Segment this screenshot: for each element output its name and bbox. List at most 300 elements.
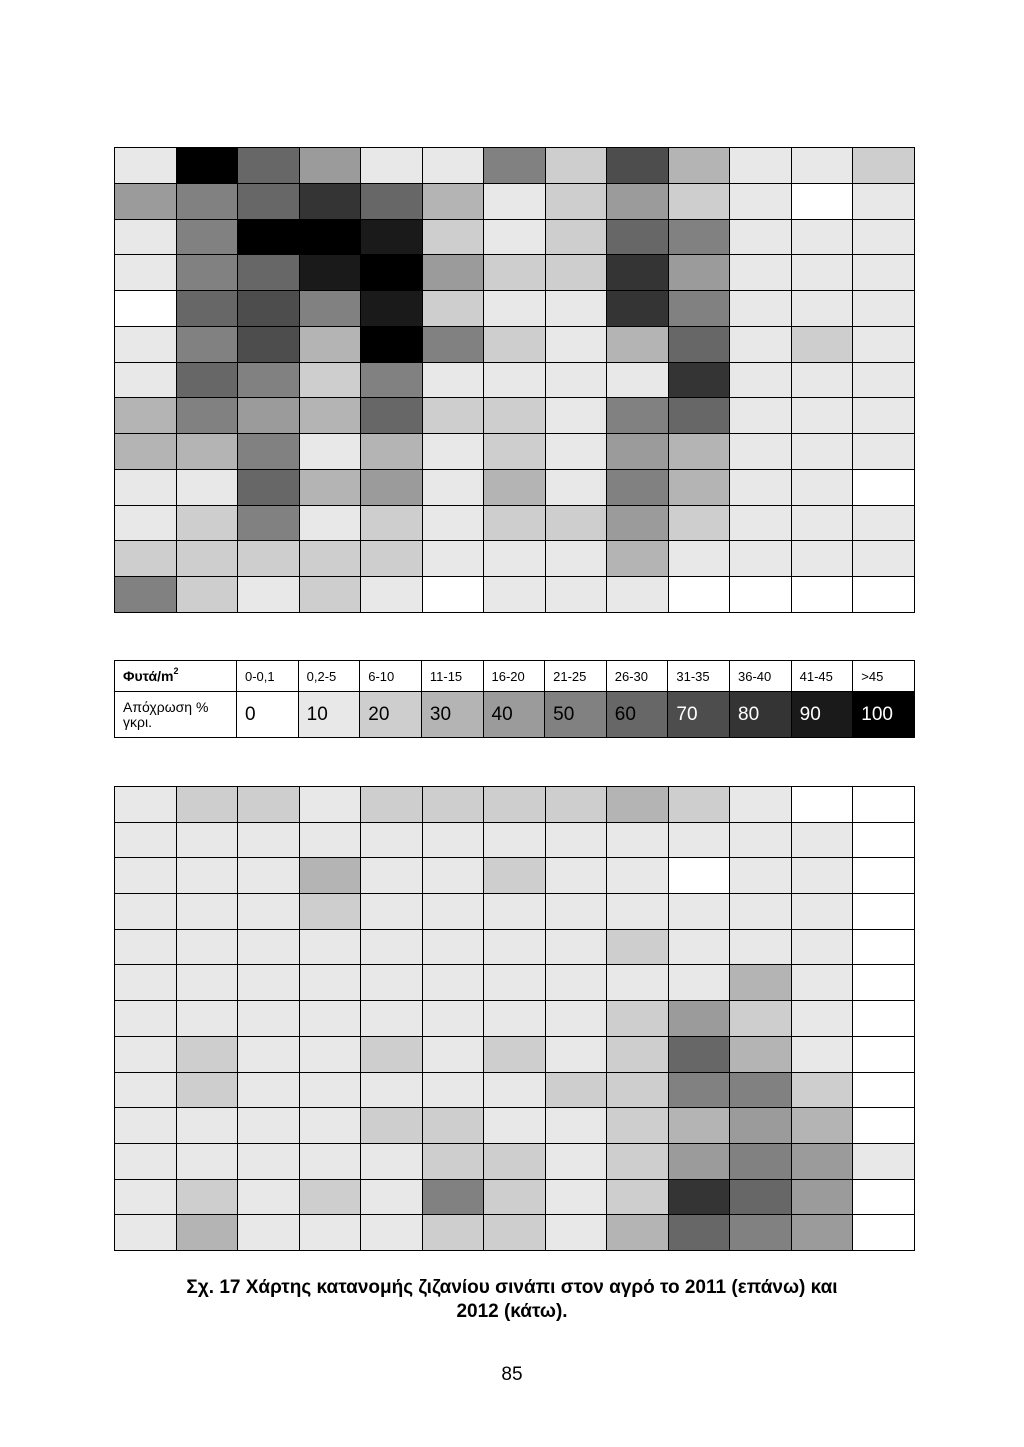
- heatmap-2011-cell-r6-c5: [361, 327, 423, 363]
- heatmap-2012-cell-r11-c10: [669, 1144, 731, 1180]
- heatmap-2011-cell-r3-c6: [423, 220, 485, 256]
- heatmap-2011-cell-r7-c13: [853, 363, 915, 399]
- heatmap-2012-cell-r3-c3: [238, 858, 300, 894]
- heatmap-2012-cell-r1-c6: [423, 787, 485, 823]
- heatmap-2011-cell-r4-c8: [546, 255, 608, 291]
- heatmap-2012-cell-r10-c6: [423, 1108, 485, 1144]
- caption-line-2: 2012 (κάτω).: [456, 1301, 568, 1322]
- heatmap-2011-cell-r4-c6: [423, 255, 485, 291]
- heatmap-2011-cell-r12-c4: [300, 541, 362, 577]
- heatmap-2012-cell-r12-c9: [607, 1180, 669, 1216]
- legend-shade-5: 40: [483, 692, 545, 738]
- heatmap-2012-cell-r9-c4: [300, 1073, 362, 1109]
- heatmap-2012-cell-r13-c11: [730, 1215, 792, 1251]
- heatmap-2011-cell-r2-c7: [484, 184, 546, 220]
- heatmap-2011-cell-r8-c3: [238, 398, 300, 434]
- heatmap-2011-cell-r2-c1: [115, 184, 177, 220]
- heatmap-2011-cell-r2-c6: [423, 184, 485, 220]
- heatmap-2011-cell-r12-c7: [484, 541, 546, 577]
- heatmap-2012-cell-r6-c7: [484, 965, 546, 1001]
- heatmap-2012-cell-r6-c10: [669, 965, 731, 1001]
- heatmap-2011-cell-r7-c8: [546, 363, 608, 399]
- legend-range-11: >45: [853, 661, 915, 692]
- heatmap-2011-cell-r7-c4: [300, 363, 362, 399]
- heatmap-2012-cell-r7-c4: [300, 1001, 362, 1037]
- heatmap-2011-cell-r7-c5: [361, 363, 423, 399]
- heatmap-2012-cell-r7-c7: [484, 1001, 546, 1037]
- heatmap-2012-cell-r7-c3: [238, 1001, 300, 1037]
- heatmap-2012-cell-r9-c11: [730, 1073, 792, 1109]
- legend-shade-1: 0: [237, 692, 299, 738]
- heatmap-2012-cell-r8-c2: [177, 1037, 239, 1073]
- heatmap-2012-cell-r2-c2: [177, 823, 239, 859]
- heatmap-2011-cell-r8-c9: [607, 398, 669, 434]
- heatmap-2011-cell-r10-c10: [669, 470, 731, 506]
- heatmap-2011-cell-r2-c5: [361, 184, 423, 220]
- heatmap-2011-cell-r8-c13: [853, 398, 915, 434]
- heatmap-2011-cell-r10-c2: [177, 470, 239, 506]
- heatmap-2011-cell-r5-c4: [300, 291, 362, 327]
- heatmap-2011-cell-r5-c1: [115, 291, 177, 327]
- heatmap-2012-cell-r6-c2: [177, 965, 239, 1001]
- heatmap-2012-cell-r9-c5: [361, 1073, 423, 1109]
- heatmap-2011-cell-r6-c9: [607, 327, 669, 363]
- heatmap-2012-cell-r8-c9: [607, 1037, 669, 1073]
- heatmap-2011-cell-r3-c4: [300, 220, 362, 256]
- heatmap-2012-cell-r9-c3: [238, 1073, 300, 1109]
- heatmap-2012-cell-r10-c3: [238, 1108, 300, 1144]
- heatmap-2011-cell-r4-c7: [484, 255, 546, 291]
- heatmap-2011-cell-r3-c7: [484, 220, 546, 256]
- heatmap-2011-cell-r10-c9: [607, 470, 669, 506]
- heatmap-2011-cell-r4-c13: [853, 255, 915, 291]
- heatmap-2012-cell-r9-c8: [546, 1073, 608, 1109]
- heatmap-2011-cell-r11-c4: [300, 506, 362, 542]
- heatmap-2011-cell-r9-c2: [177, 434, 239, 470]
- legend-range-4: 11-15: [421, 661, 483, 692]
- legend-row-plants: [115, 661, 915, 692]
- heatmap-2011-cell-r10-c6: [423, 470, 485, 506]
- heatmap-2011-cell-r4-c2: [177, 255, 239, 291]
- heatmap-2011-cell-r3-c5: [361, 220, 423, 256]
- legend-range-1: 0-0,1: [237, 661, 299, 692]
- heatmap-2011-cell-r9-c13: [853, 434, 915, 470]
- heatmap-2012-cell-r6-c13: [853, 965, 915, 1001]
- heatmap-2012-cell-r7-c1: [115, 1001, 177, 1037]
- heatmap-2011-cell-r10-c8: [546, 470, 608, 506]
- heatmap-2012-cell-r2-c4: [300, 823, 362, 859]
- heatmap-2012-cell-r10-c4: [300, 1108, 362, 1144]
- heatmap-2012-cell-r2-c13: [853, 823, 915, 859]
- heatmap-2012-cell-r6-c4: [300, 965, 362, 1001]
- heatmap-2012-cell-r3-c10: [669, 858, 731, 894]
- heatmap-2011-cell-r9-c1: [115, 434, 177, 470]
- heatmap-2011-cell-r5-c2: [177, 291, 239, 327]
- heatmap-2012-cell-r11-c11: [730, 1144, 792, 1180]
- caption-line-1: Σχ. 17 Χάρτης κατανομής ζιζανίου σινάπι στον αγρό το 2011 (επάνω) και: [186, 1277, 838, 1298]
- heatmap-2011-cell-r5-c3: [238, 291, 300, 327]
- heatmap-2012-cell-r11-c13: [853, 1144, 915, 1180]
- heatmap-2012-cell-r12-c10: [669, 1180, 731, 1216]
- heatmap-2011-cell-r2-c11: [730, 184, 792, 220]
- heatmap-2012-cell-r9-c6: [423, 1073, 485, 1109]
- heatmap-2012-cell-r10-c2: [177, 1108, 239, 1144]
- heatmap-2012-cell-r5-c3: [238, 930, 300, 966]
- heatmap-2012-cell-r11-c6: [423, 1144, 485, 1180]
- heatmap-2011-cell-r3-c9: [607, 220, 669, 256]
- heatmap-2012-cell-r3-c7: [484, 858, 546, 894]
- heatmap-2012-cell-r6-c5: [361, 965, 423, 1001]
- heatmap-2011-cell-r11-c5: [361, 506, 423, 542]
- heatmap-2012-cell-r5-c2: [177, 930, 239, 966]
- heatmap-2012-cell-r4-c1: [115, 894, 177, 930]
- heatmap-2011-cell-r2-c2: [177, 184, 239, 220]
- heatmap-2011-cell-r10-c5: [361, 470, 423, 506]
- heatmap-2011-cell-r7-c12: [792, 363, 854, 399]
- legend-range-5: 16-20: [483, 661, 545, 692]
- heatmap-2011-cell-r5-c11: [730, 291, 792, 327]
- heatmap-2011-cell-r12-c12: [792, 541, 854, 577]
- heatmap-2011-cell-r3-c8: [546, 220, 608, 256]
- heatmap-2012-cell-r8-c5: [361, 1037, 423, 1073]
- heatmap-2012-cell-r1-c13: [853, 787, 915, 823]
- legend-table: [114, 660, 915, 738]
- legend-shade-2: 10: [298, 692, 360, 738]
- heatmap-2012-cell-r5-c6: [423, 930, 485, 966]
- heatmap-2012-cell-r4-c2: [177, 894, 239, 930]
- heatmap-2012-cell-r4-c5: [361, 894, 423, 930]
- heatmap-2012-cell-r13-c1: [115, 1215, 177, 1251]
- legend-shade-11: 100: [853, 692, 915, 738]
- heatmap-2011-cell-r7-c11: [730, 363, 792, 399]
- heatmap-2012-cell-r4-c4: [300, 894, 362, 930]
- heatmap-2012-cell-r6-c1: [115, 965, 177, 1001]
- heatmap-2012-cell-r8-c1: [115, 1037, 177, 1073]
- heatmap-2012-cell-r2-c9: [607, 823, 669, 859]
- heatmap-2012-cell-r13-c10: [669, 1215, 731, 1251]
- heatmap-2011-cell-r1-c9: [607, 148, 669, 184]
- heatmap-2012-cell-r3-c12: [792, 858, 854, 894]
- heatmap-2012-cell-r2-c10: [669, 823, 731, 859]
- heatmap-2012-cell-r5-c9: [607, 930, 669, 966]
- heatmap-2011-cell-r12-c13: [853, 541, 915, 577]
- heatmap-2012-cell-r5-c10: [669, 930, 731, 966]
- heatmap-2011: [114, 147, 915, 613]
- heatmap-2012-cell-r11-c9: [607, 1144, 669, 1180]
- heatmap-2012-cell-r3-c8: [546, 858, 608, 894]
- heatmap-2011-cell-r3-c10: [669, 220, 731, 256]
- heatmap-2011-cell-r7-c7: [484, 363, 546, 399]
- legend-range-2: 0,2-5: [298, 661, 360, 692]
- heatmap-2011-cell-r13-c9: [607, 577, 669, 613]
- heatmap-2012-cell-r7-c12: [792, 1001, 854, 1037]
- heatmap-2012-cell-r11-c5: [361, 1144, 423, 1180]
- heatmap-2012-cell-r8-c7: [484, 1037, 546, 1073]
- heatmap-2012-cell-r1-c4: [300, 787, 362, 823]
- legend-range-6: 21-25: [545, 661, 607, 692]
- heatmap-2011-cell-r2-c10: [669, 184, 731, 220]
- heatmap-2012-cell-r4-c12: [792, 894, 854, 930]
- heatmap-2012-cell-r11-c3: [238, 1144, 300, 1180]
- heatmap-2011-cell-r6-c2: [177, 327, 239, 363]
- heatmap-2011-cell-r12-c5: [361, 541, 423, 577]
- heatmap-2012: [114, 786, 915, 1251]
- heatmap-2012-cell-r7-c5: [361, 1001, 423, 1037]
- heatmap-2012-cell-r10-c7: [484, 1108, 546, 1144]
- legend-row-shade: [115, 692, 915, 738]
- heatmap-2012-cell-r10-c9: [607, 1108, 669, 1144]
- heatmap-2012-cell-r5-c11: [730, 930, 792, 966]
- heatmap-2012-cell-r9-c9: [607, 1073, 669, 1109]
- heatmap-2012-cell-r12-c5: [361, 1180, 423, 1216]
- heatmap-2011-cell-r6-c6: [423, 327, 485, 363]
- heatmap-2011-cell-r4-c5: [361, 255, 423, 291]
- heatmap-2011-cell-r8-c2: [177, 398, 239, 434]
- heatmap-2011-cell-r5-c8: [546, 291, 608, 327]
- heatmap-2012-cell-r11-c4: [300, 1144, 362, 1180]
- heatmap-2012-cell-r10-c8: [546, 1108, 608, 1144]
- heatmap-2012-cell-r3-c6: [423, 858, 485, 894]
- heatmap-2011-cell-r8-c4: [300, 398, 362, 434]
- heatmap-2012-cell-r2-c8: [546, 823, 608, 859]
- heatmap-2012-cell-r5-c5: [361, 930, 423, 966]
- heatmap-2012-cell-r12-c12: [792, 1180, 854, 1216]
- heatmap-2012-cell-r12-c6: [423, 1180, 485, 1216]
- heatmap-2011-cell-r8-c7: [484, 398, 546, 434]
- heatmap-2011-cell-r1-c11: [730, 148, 792, 184]
- heatmap-2012-cell-r4-c10: [669, 894, 731, 930]
- heatmap-2011-cell-r9-c3: [238, 434, 300, 470]
- heatmap-2012-cell-r6-c6: [423, 965, 485, 1001]
- heatmap-2011-cell-r13-c10: [669, 577, 731, 613]
- heatmap-2011-cell-r11-c7: [484, 506, 546, 542]
- heatmap-2011-cell-r11-c9: [607, 506, 669, 542]
- heatmap-2011-cell-r2-c9: [607, 184, 669, 220]
- heatmap-2012-cell-r9-c7: [484, 1073, 546, 1109]
- heatmap-2012-cell-r6-c11: [730, 965, 792, 1001]
- heatmap-2011-cell-r1-c13: [853, 148, 915, 184]
- heatmap-2012-cell-r1-c5: [361, 787, 423, 823]
- heatmap-2012-cell-r2-c7: [484, 823, 546, 859]
- legend-shade-7: 60: [606, 692, 668, 738]
- heatmap-2012-cell-r6-c3: [238, 965, 300, 1001]
- legend-range-7: 26-30: [606, 661, 668, 692]
- heatmap-2011-cell-r9-c9: [607, 434, 669, 470]
- heatmap-2011-cell-r7-c10: [669, 363, 731, 399]
- heatmap-2011-cell-r10-c12: [792, 470, 854, 506]
- heatmap-2011-cell-r7-c9: [607, 363, 669, 399]
- heatmap-2011-cell-r2-c12: [792, 184, 854, 220]
- heatmap-2011-cell-r12-c8: [546, 541, 608, 577]
- heatmap-2012-cell-r12-c8: [546, 1180, 608, 1216]
- heatmap-2011-cell-r13-c8: [546, 577, 608, 613]
- heatmap-2012-cell-r13-c12: [792, 1215, 854, 1251]
- heatmap-2012-cell-r8-c3: [238, 1037, 300, 1073]
- heatmap-2011-cell-r10-c11: [730, 470, 792, 506]
- heatmap-2012-cell-r10-c12: [792, 1108, 854, 1144]
- heatmap-2011-cell-r6-c11: [730, 327, 792, 363]
- heatmap-2011-cell-r4-c3: [238, 255, 300, 291]
- heatmap-2012-cell-r1-c10: [669, 787, 731, 823]
- heatmap-2012-cell-r7-c6: [423, 1001, 485, 1037]
- heatmap-2012-cell-r12-c13: [853, 1180, 915, 1216]
- heatmap-2012-cell-r10-c1: [115, 1108, 177, 1144]
- heatmap-2011-cell-r6-c13: [853, 327, 915, 363]
- heatmap-2012-cell-r1-c7: [484, 787, 546, 823]
- heatmap-2012-cell-r9-c2: [177, 1073, 239, 1109]
- heatmap-2011-cell-r8-c5: [361, 398, 423, 434]
- heatmap-2012-cell-r10-c13: [853, 1108, 915, 1144]
- heatmap-2011-cell-r13-c12: [792, 577, 854, 613]
- heatmap-2012-cell-r8-c10: [669, 1037, 731, 1073]
- legend-shade-3: 20: [360, 692, 422, 738]
- heatmap-2012-cell-r13-c13: [853, 1215, 915, 1251]
- heatmap-2011-cell-r13-c3: [238, 577, 300, 613]
- heatmap-2012-cell-r4-c8: [546, 894, 608, 930]
- heatmap-2012-cell-r2-c1: [115, 823, 177, 859]
- heatmap-2012-cell-r8-c4: [300, 1037, 362, 1073]
- heatmap-2011-cell-r3-c11: [730, 220, 792, 256]
- heatmap-2012-cell-r8-c12: [792, 1037, 854, 1073]
- heatmap-2012-cell-r9-c12: [792, 1073, 854, 1109]
- heatmap-2011-cell-r13-c1: [115, 577, 177, 613]
- heatmap-2011-cell-r13-c4: [300, 577, 362, 613]
- page-number: 85: [501, 1364, 523, 1385]
- heatmap-2012-cell-r11-c8: [546, 1144, 608, 1180]
- heatmap-2012-cell-r3-c9: [607, 858, 669, 894]
- heatmap-2011-cell-r7-c6: [423, 363, 485, 399]
- heatmap-2011-cell-r13-c6: [423, 577, 485, 613]
- heatmap-2012-cell-r4-c3: [238, 894, 300, 930]
- heatmap-2011-cell-r5-c7: [484, 291, 546, 327]
- heatmap-2012-cell-r6-c12: [792, 965, 854, 1001]
- heatmap-2012-cell-r3-c13: [853, 858, 915, 894]
- heatmap-2011-cell-r13-c13: [853, 577, 915, 613]
- heatmap-2011-cell-r13-c11: [730, 577, 792, 613]
- heatmap-2011-cell-r6-c8: [546, 327, 608, 363]
- heatmap-2012-cell-r4-c9: [607, 894, 669, 930]
- heatmap-2011-cell-r5-c9: [607, 291, 669, 327]
- heatmap-2012-cell-r4-c7: [484, 894, 546, 930]
- heatmap-2011-cell-r12-c10: [669, 541, 731, 577]
- heatmap-2011-cell-r4-c12: [792, 255, 854, 291]
- heatmap-2012-cell-r4-c13: [853, 894, 915, 930]
- heatmap-2012-cell-r13-c2: [177, 1215, 239, 1251]
- heatmap-2011-cell-r11-c3: [238, 506, 300, 542]
- heatmap-2011-cell-r6-c4: [300, 327, 362, 363]
- heatmap-2011-cell-r11-c11: [730, 506, 792, 542]
- heatmap-2011-cell-r7-c1: [115, 363, 177, 399]
- heatmap-2012-cell-r13-c9: [607, 1215, 669, 1251]
- legend-range-8: 31-35: [668, 661, 730, 692]
- heatmap-2012-cell-r3-c1: [115, 858, 177, 894]
- heatmap-2011-cell-r11-c8: [546, 506, 608, 542]
- heatmap-2012-cell-r8-c11: [730, 1037, 792, 1073]
- heatmap-2011-cell-r1-c10: [669, 148, 731, 184]
- heatmap-2011-cell-r8-c8: [546, 398, 608, 434]
- heatmap-2012-cell-r9-c10: [669, 1073, 731, 1109]
- heatmap-2011-cell-r10-c3: [238, 470, 300, 506]
- heatmap-2012-cell-r9-c13: [853, 1073, 915, 1109]
- heatmap-2012-cell-r12-c7: [484, 1180, 546, 1216]
- legend-range-3: 6-10: [360, 661, 422, 692]
- heatmap-2012-cell-r7-c10: [669, 1001, 731, 1037]
- heatmap-2011-cell-r11-c2: [177, 506, 239, 542]
- heatmap-2011-cell-r3-c12: [792, 220, 854, 256]
- heatmap-2012-cell-r7-c8: [546, 1001, 608, 1037]
- heatmap-2011-cell-r9-c4: [300, 434, 362, 470]
- heatmap-2012-cell-r5-c12: [792, 930, 854, 966]
- heatmap-2011-cell-r4-c4: [300, 255, 362, 291]
- heatmap-2011-cell-r13-c5: [361, 577, 423, 613]
- heatmap-2011-cell-r5-c6: [423, 291, 485, 327]
- heatmap-2011-cell-r4-c9: [607, 255, 669, 291]
- heatmap-2012-cell-r11-c1: [115, 1144, 177, 1180]
- heatmap-2011-cell-r1-c5: [361, 148, 423, 184]
- heatmap-2011-cell-r7-c2: [177, 363, 239, 399]
- heatmap-2011-cell-r1-c3: [238, 148, 300, 184]
- legend-shade-6: 50: [545, 692, 607, 738]
- heatmap-2011-cell-r12-c2: [177, 541, 239, 577]
- heatmap-2012-cell-r12-c2: [177, 1180, 239, 1216]
- heatmap-2011-cell-r1-c6: [423, 148, 485, 184]
- heatmap-2011-cell-r11-c13: [853, 506, 915, 542]
- heatmap-2012-cell-r8-c6: [423, 1037, 485, 1073]
- heatmap-2011-cell-r9-c11: [730, 434, 792, 470]
- heatmap-2011-cell-r6-c1: [115, 327, 177, 363]
- heatmap-2011-cell-r13-c7: [484, 577, 546, 613]
- heatmap-2012-cell-r5-c13: [853, 930, 915, 966]
- heatmap-2011-cell-r8-c1: [115, 398, 177, 434]
- heatmap-2012-cell-r1-c1: [115, 787, 177, 823]
- heatmap-2012-cell-r3-c4: [300, 858, 362, 894]
- heatmap-2012-cell-r6-c8: [546, 965, 608, 1001]
- heatmap-2012-cell-r13-c3: [238, 1215, 300, 1251]
- heatmap-2012-cell-r3-c5: [361, 858, 423, 894]
- heatmap-2011-cell-r10-c4: [300, 470, 362, 506]
- heatmap-2011-cell-r12-c3: [238, 541, 300, 577]
- heatmap-2011-cell-r9-c6: [423, 434, 485, 470]
- legend-shade-label: Απόχρωση % γκρι.: [115, 692, 237, 738]
- heatmap-2012-cell-r2-c12: [792, 823, 854, 859]
- heatmap-2011-cell-r4-c10: [669, 255, 731, 291]
- heatmap-2012-cell-r1-c8: [546, 787, 608, 823]
- heatmap-2012-cell-r7-c9: [607, 1001, 669, 1037]
- heatmap-2012-cell-r11-c2: [177, 1144, 239, 1180]
- heatmap-2011-cell-r2-c3: [238, 184, 300, 220]
- heatmap-2011-cell-r8-c12: [792, 398, 854, 434]
- heatmap-2011-cell-r3-c13: [853, 220, 915, 256]
- heatmap-2012-cell-r5-c1: [115, 930, 177, 966]
- legend-shade-9: 80: [730, 692, 792, 738]
- heatmap-2011-cell-r8-c11: [730, 398, 792, 434]
- heatmap-2012-cell-r13-c8: [546, 1215, 608, 1251]
- heatmap-2012-cell-r12-c11: [730, 1180, 792, 1216]
- heatmap-2011-cell-r1-c7: [484, 148, 546, 184]
- heatmap-2011-cell-r10-c7: [484, 470, 546, 506]
- heatmap-2011-cell-r5-c13: [853, 291, 915, 327]
- heatmap-2011-cell-r3-c2: [177, 220, 239, 256]
- heatmap-2011-cell-r8-c6: [423, 398, 485, 434]
- heatmap-2012-cell-r3-c2: [177, 858, 239, 894]
- heatmap-2012-cell-r12-c3: [238, 1180, 300, 1216]
- heatmap-2012-cell-r5-c4: [300, 930, 362, 966]
- heatmap-2012-cell-r2-c11: [730, 823, 792, 859]
- heatmap-2011-cell-r11-c6: [423, 506, 485, 542]
- heatmap-2012-cell-r8-c13: [853, 1037, 915, 1073]
- heatmap-2011-cell-r9-c10: [669, 434, 731, 470]
- legend-shade-8: 70: [668, 692, 730, 738]
